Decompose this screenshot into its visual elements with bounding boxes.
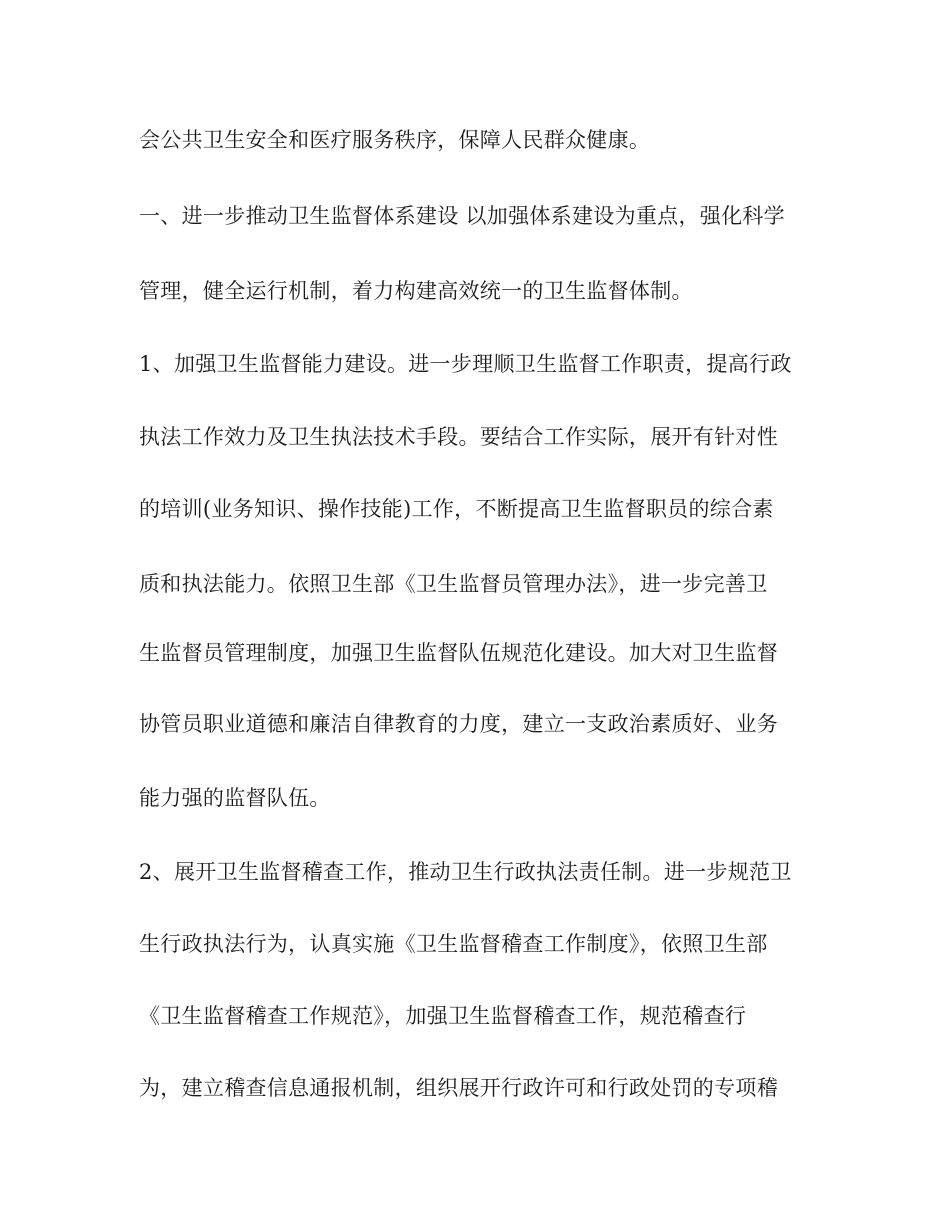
text-line: 协管员职业道德和廉洁自律教育的力度，建立一支政治素质好、业务: [139, 712, 778, 736]
text-line: 会公共卫生安全和医疗服务秩序，保障人民群众健康。: [139, 128, 651, 152]
text-line: 能力强的监督队伍。: [139, 786, 331, 810]
text-line: 执法工作效力及卫生执法技术手段。要结合工作实际，展开有针对性: [139, 425, 778, 449]
item-2-line: 2、展开卫生监督稽查工作，推动卫生行政执法责任制。进一步规范卫: [139, 860, 792, 884]
text-line: 生行政执法行为，认真实施《卫生监督稽查工作制度》，依照卫生部: [139, 932, 768, 956]
text-line: 生监督员管理制度，加强卫生监督队伍规范化建设。加大对卫生监督: [139, 641, 778, 665]
item-1-line: 1、加强卫生监督能力建设。进一步理顺卫生监督工作职责，提高行政: [139, 352, 792, 376]
section-heading-line: 一、进一步推动卫生监督体系建设 以加强体系建设为重点，强化科学: [139, 204, 785, 228]
text-line: 管理，健全运行机制，着力构建高效统一的卫生监督体制。: [139, 279, 693, 303]
text-line: 《卫生监督稽查工作规范》，加强卫生监督稽查工作，规范稽查行: [139, 1004, 747, 1028]
text-line: 为，建立稽查信息通报机制，组织展开行政许可和行政处罚的专项稽: [139, 1076, 778, 1100]
text-line: 质和执法能力。依照卫生部《卫生监督员管理办法》，进一步完善卫: [139, 572, 768, 596]
text-line: 的培训(业务知识、操作技能)工作，不断提高卫生监督职员的综合素: [139, 497, 774, 521]
